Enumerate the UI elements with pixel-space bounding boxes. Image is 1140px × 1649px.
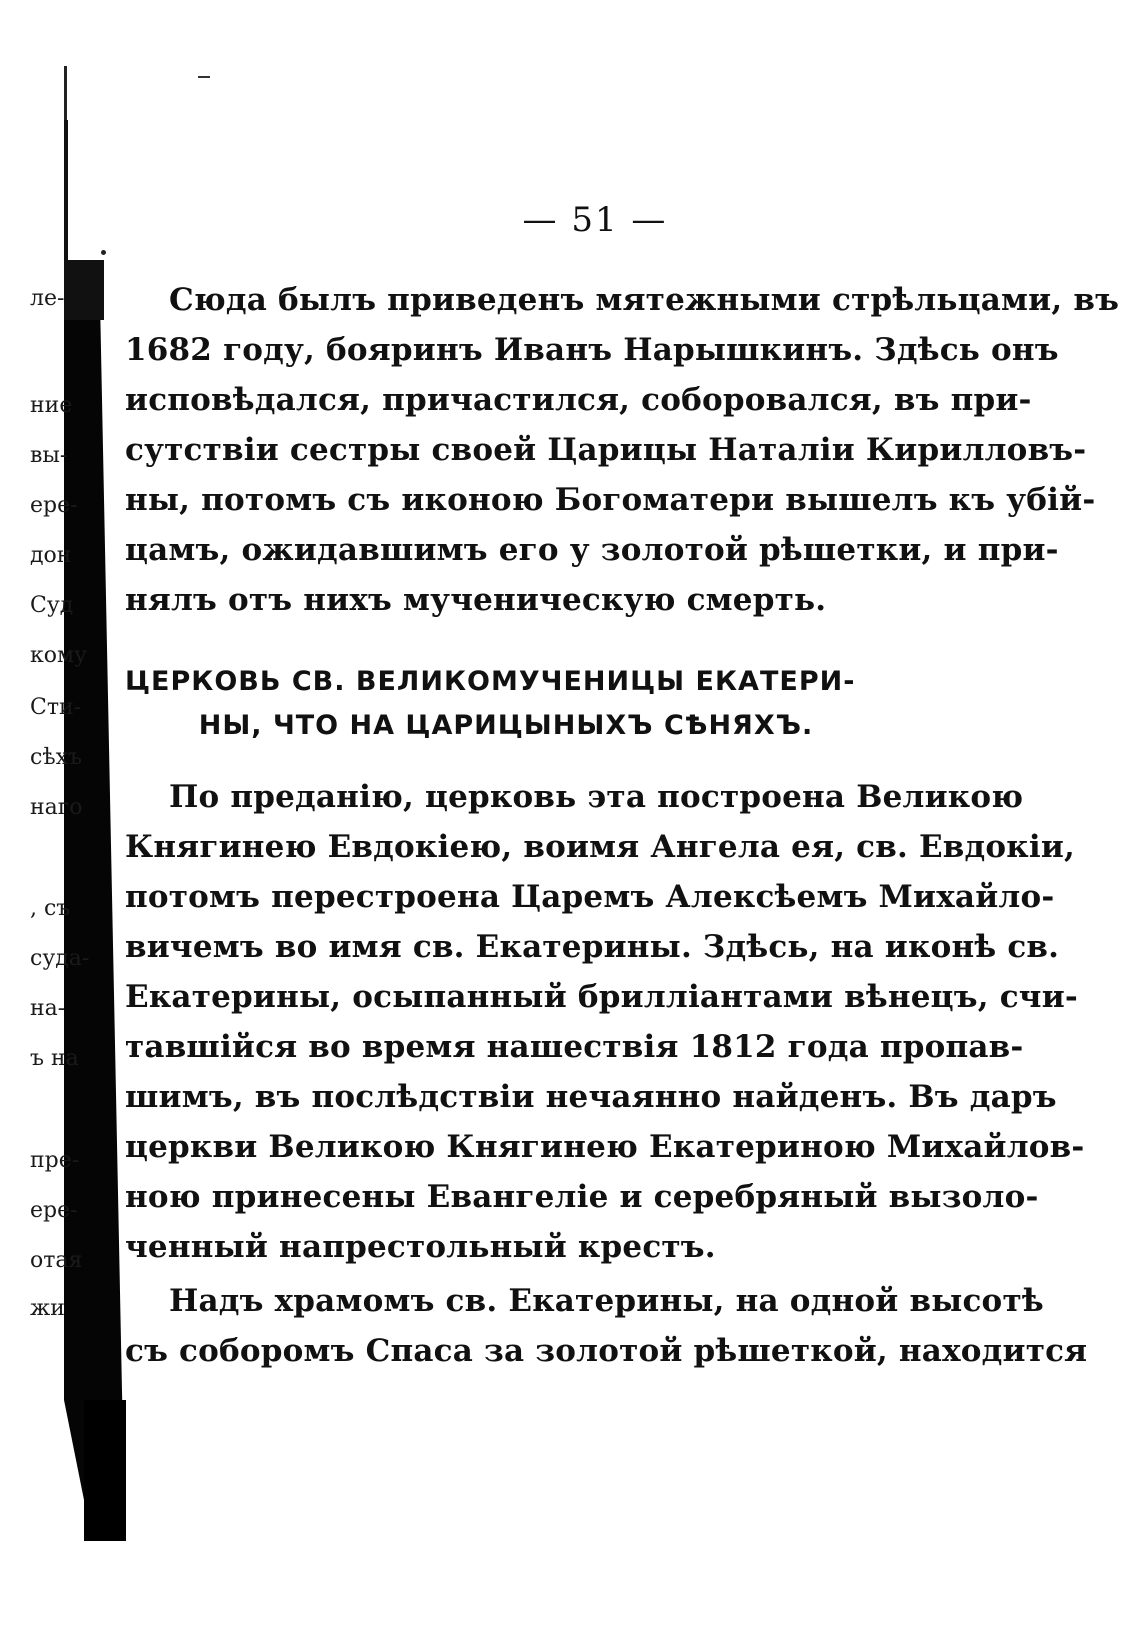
margin-fragment: дон: [30, 543, 72, 568]
margin-fragment: ере-: [30, 493, 78, 518]
page-number: — 51 —: [522, 200, 668, 240]
text-line: Екатерины, осыпанный брилліантами вѣнецъ, счи-: [125, 979, 1078, 1015]
text-line: нялъ отъ нихъ мученическую смерть.: [125, 582, 827, 618]
margin-fragment: кому: [30, 643, 88, 668]
margin-fragment: пре-: [30, 1148, 80, 1173]
text-line: Княгинею Евдокіею, воимя Ангела ея, св. Евдокіи,: [125, 829, 1076, 865]
margin-fragment: ние: [30, 393, 73, 418]
text-line: ною принесены Евангеліе и серебряный вызоло-: [125, 1179, 1039, 1215]
text-line: Сюда былъ приведенъ мятежными стрѣльцами, въ: [169, 282, 1120, 318]
margin-fragment: ле-: [30, 286, 65, 311]
heading-line: НЫ, ЧТО НА ЦАРИЦЫНЫХЪ СѢНЯХЪ.: [198, 710, 814, 741]
text-line: ны, потомъ съ иконою Богоматери вышелъ къ убій-: [125, 482, 1096, 518]
margin-fragment: отая: [30, 1248, 83, 1273]
paragraph-1: [125, 275, 1120, 625]
text-line: ченный напрестольный крестъ.: [125, 1229, 716, 1265]
paragraph-2: [125, 772, 1085, 1272]
text-line: съ соборомъ Спаса за золотой рѣшеткой, находится: [125, 1333, 1088, 1369]
text-line: вичемъ во имя св. Екатерины. Здѣсь, на иконѣ св.: [125, 929, 1060, 965]
text-line: шимъ, въ послѣдствіи нечаянно найденъ. Въ даръ: [125, 1079, 1057, 1115]
stray-mark: [198, 76, 210, 78]
text-line: сутствіи сестры своей Царицы Наталіи Кирилловъ-: [125, 432, 1087, 468]
margin-fragment: Сти-: [30, 695, 82, 720]
margin-fragment: , съ: [30, 896, 71, 921]
text-line: По преданію, церковь эта построена Великою: [169, 779, 1024, 815]
margin-fragment: Суд: [30, 593, 74, 618]
paragraph-3: [125, 1276, 1088, 1376]
text-line: 1682 году, бояринъ Иванъ Нарышкинъ. Здѣсь онъ: [125, 332, 1059, 368]
text-line: потомъ перестроена Царемъ Алексѣемъ Михайло-: [125, 879, 1055, 915]
text-line: исповѣдался, причастился, соборовался, въ при-: [125, 382, 1032, 418]
margin-fragment: жи: [30, 1296, 65, 1321]
text-line: тавшійся во время нашествія 1812 года пропав-: [125, 1029, 1024, 1065]
binding-gutter-shadow: [0, 0, 130, 1649]
text-line: Надъ храмомъ св. Екатерины, на одной высотѣ: [169, 1283, 1044, 1319]
stray-dot: [101, 250, 106, 255]
margin-fragment: суда-: [30, 946, 90, 971]
margin-fragment: ере-: [30, 1198, 78, 1223]
margin-fragment: ъ на: [30, 1046, 79, 1071]
margin-fragment: наго: [30, 795, 83, 820]
text-line: цамъ, ожидавшимъ его у золотой рѣшетки, и при-: [125, 532, 1059, 568]
section-heading: [125, 660, 887, 748]
margin-fragment: вы-: [30, 443, 68, 468]
heading-line: ЦЕРКОВЬ СВ. ВЕЛИКОМУЧЕНИЦЫ ЕКАТЕРИ-: [125, 666, 856, 697]
margin-fragment: сѣхъ: [30, 745, 82, 770]
margin-fragment: на-: [30, 996, 66, 1021]
text-line: церкви Великою Княгинею Екатериною Михайлов-: [125, 1129, 1085, 1165]
